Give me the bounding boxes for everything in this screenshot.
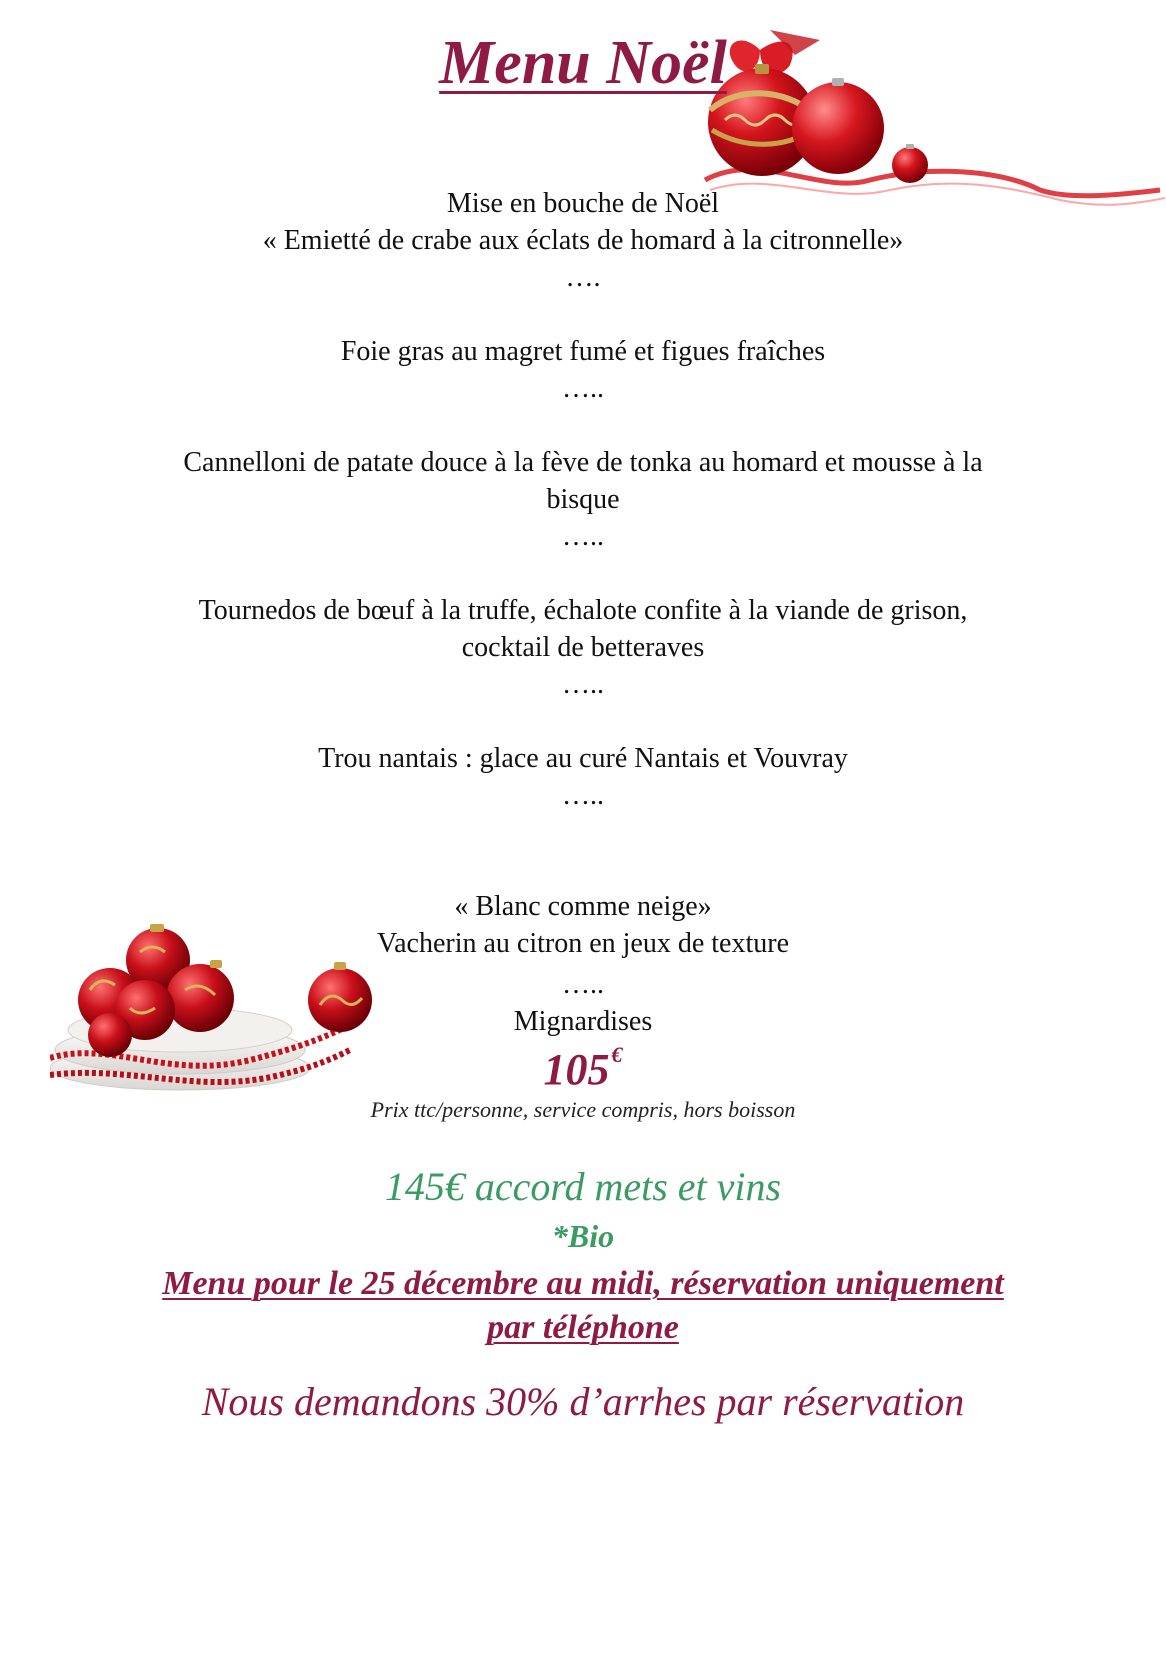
spacer: [100, 296, 1066, 333]
deposit-notice: Nous demandons 30% d’arrhes par réservation: [201, 1379, 965, 1424]
course-separator: ….: [565, 262, 601, 293]
page-title: Menu Noël: [439, 29, 727, 97]
spacer: [100, 703, 1066, 740]
course-separator: …..: [562, 780, 604, 811]
mignardises: Mignardises: [513, 1006, 653, 1037]
spacer: [100, 555, 1066, 592]
course-cannelloni-line1: Cannelloni de patate douce à la fève de tonka au homard et mousse à la: [183, 447, 983, 478]
reservation-line-1: Menu pour le 25 décembre au midi, réservation uniquement: [162, 1265, 1004, 1302]
reservation-line-2: par téléphone: [487, 1309, 679, 1346]
course-separator: …..: [562, 669, 604, 700]
course-trou-nantais: Trou nantais : glace au curé Nantais et Vouvray: [318, 743, 848, 774]
dessert-title: « Blanc comme neige»: [454, 891, 712, 922]
price-currency: €: [611, 1042, 623, 1067]
course-cannelloni-line2: bisque: [546, 484, 620, 515]
reservation-notice: [100, 1262, 1066, 1350]
dessert-description: Vacherin au citron en jeux de texture: [376, 928, 790, 959]
spacer: [100, 851, 1066, 888]
price-amount: 105: [543, 1045, 610, 1094]
bio-label: *Bio: [551, 1218, 615, 1254]
spacer: [100, 814, 1066, 851]
course-separator: …..: [562, 521, 604, 552]
amuse-bouche-title: Mise en bouche de Noël: [446, 188, 720, 219]
price-note: Prix ttc/personne, service compris, hors boisson: [370, 1097, 796, 1122]
course-separator: …..: [562, 969, 604, 1000]
price: [0, 1042, 1166, 1095]
amuse-bouche-description: « Emietté de crabe aux éclats de homard à la citronnelle»: [262, 225, 904, 256]
course-separator: …..: [562, 373, 604, 404]
course-tournedos-line1: Tournedos de bœuf à la truffe, échalote confite à la viande de grison,: [198, 595, 968, 626]
wine-pairing-price: 145€ accord mets et vins: [384, 1164, 782, 1209]
course-foie-gras: Foie gras au magret fumé et figues fraîches: [340, 336, 826, 367]
course-tournedos-line2: cocktail de betteraves: [461, 632, 705, 663]
spacer: [100, 407, 1066, 444]
